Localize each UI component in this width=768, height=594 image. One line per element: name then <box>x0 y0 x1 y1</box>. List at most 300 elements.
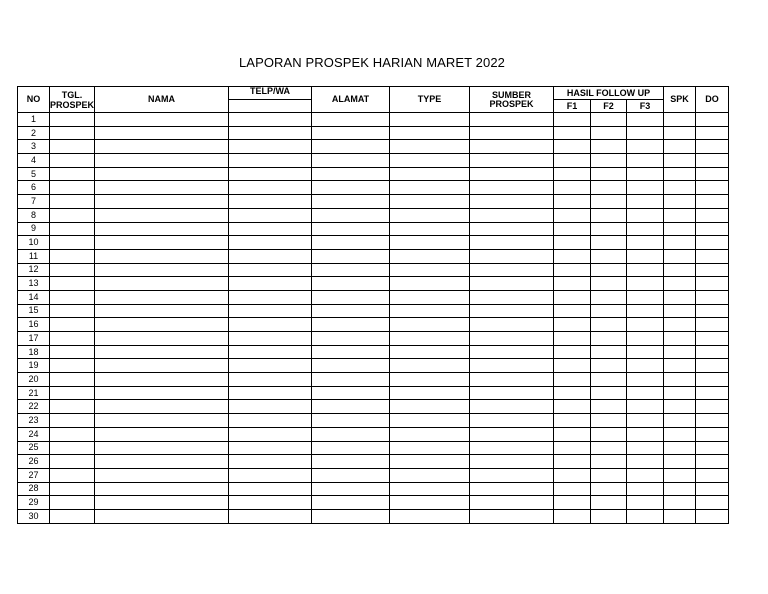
row-number: 4 <box>18 154 50 168</box>
do-cell <box>696 427 729 441</box>
tgl-prospek-cell <box>50 468 95 482</box>
f2-cell <box>591 373 627 387</box>
table-row <box>18 441 729 455</box>
sumber-prospek-cell <box>470 509 554 523</box>
tgl-prospek-cell <box>50 414 95 428</box>
nama-cell <box>95 113 229 127</box>
type-cell <box>390 427 470 441</box>
row-number: 5 <box>18 167 50 181</box>
do-cell <box>696 441 729 455</box>
sumber-prospek-cell <box>470 249 554 263</box>
header-type: TYPE <box>390 87 470 113</box>
sumber-prospek-cell <box>470 154 554 168</box>
nama-cell <box>95 509 229 523</box>
do-cell <box>696 304 729 318</box>
spk-cell <box>664 154 696 168</box>
report-title: LAPORAN PROSPEK HARIAN MARET 2022 <box>238 55 506 70</box>
alamat-cell <box>312 414 390 428</box>
row-number: 19 <box>18 359 50 373</box>
nama-cell <box>95 455 229 469</box>
type-cell <box>390 482 470 496</box>
row-number: 3 <box>18 140 50 154</box>
telp-wa-cell <box>229 290 312 304</box>
alamat-cell <box>312 113 390 127</box>
f1-cell <box>554 482 591 496</box>
table-row <box>18 400 729 414</box>
telp-wa-cell <box>229 400 312 414</box>
do-cell <box>696 277 729 291</box>
do-cell <box>696 386 729 400</box>
tgl-prospek-cell <box>50 359 95 373</box>
table-row <box>18 113 729 127</box>
f1-cell <box>554 414 591 428</box>
sumber-prospek-cell <box>470 263 554 277</box>
row-number: 29 <box>18 496 50 510</box>
header-f3: F3 <box>627 100 664 113</box>
tgl-prospek-cell <box>50 373 95 387</box>
alamat-cell <box>312 359 390 373</box>
alamat-cell <box>312 126 390 140</box>
spk-cell <box>664 236 696 250</box>
do-cell <box>696 140 729 154</box>
f3-cell <box>627 482 664 496</box>
spk-cell <box>664 277 696 291</box>
header-telp-wa: TELP/WA <box>229 87 312 100</box>
spk-cell <box>664 318 696 332</box>
alamat-cell <box>312 290 390 304</box>
spk-cell <box>664 345 696 359</box>
tgl-prospek-cell <box>50 332 95 346</box>
do-cell <box>696 208 729 222</box>
nama-cell <box>95 441 229 455</box>
nama-cell <box>95 359 229 373</box>
telp-wa-cell <box>229 373 312 387</box>
row-number: 7 <box>18 195 50 209</box>
f1-cell <box>554 277 591 291</box>
table-row <box>18 290 729 304</box>
f2-cell <box>591 468 627 482</box>
sumber-prospek-cell <box>470 373 554 387</box>
row-number: 13 <box>18 277 50 291</box>
nama-cell <box>95 249 229 263</box>
alamat-cell <box>312 208 390 222</box>
f1-cell <box>554 359 591 373</box>
tgl-prospek-cell <box>50 222 95 236</box>
table-row <box>18 304 729 318</box>
telp-wa-cell <box>229 181 312 195</box>
sumber-prospek-cell <box>470 113 554 127</box>
type-cell <box>390 195 470 209</box>
type-cell <box>390 249 470 263</box>
row-number: 16 <box>18 318 50 332</box>
telp-wa-cell <box>229 468 312 482</box>
f2-cell <box>591 455 627 469</box>
alamat-cell <box>312 154 390 168</box>
sumber-prospek-cell <box>470 140 554 154</box>
f1-cell <box>554 140 591 154</box>
alamat-cell <box>312 400 390 414</box>
f2-cell <box>591 113 627 127</box>
nama-cell <box>95 290 229 304</box>
sumber-prospek-cell <box>470 386 554 400</box>
table-row <box>18 332 729 346</box>
table-row <box>18 154 729 168</box>
f2-cell <box>591 318 627 332</box>
alamat-cell <box>312 222 390 236</box>
spk-cell <box>664 208 696 222</box>
f3-cell <box>627 455 664 469</box>
f2-cell <box>591 195 627 209</box>
alamat-cell <box>312 181 390 195</box>
type-cell <box>390 318 470 332</box>
row-number: 28 <box>18 482 50 496</box>
do-cell <box>696 222 729 236</box>
table-row <box>18 195 729 209</box>
tgl-prospek-cell <box>50 249 95 263</box>
alamat-cell <box>312 427 390 441</box>
f1-cell <box>554 249 591 263</box>
nama-cell <box>95 154 229 168</box>
row-number: 10 <box>18 236 50 250</box>
tgl-prospek-cell <box>50 167 95 181</box>
f3-cell <box>627 386 664 400</box>
telp-wa-cell <box>229 140 312 154</box>
f2-cell <box>591 263 627 277</box>
alamat-cell <box>312 468 390 482</box>
table-row <box>18 386 729 400</box>
telp-wa-cell <box>229 332 312 346</box>
f2-cell <box>591 290 627 304</box>
tgl-prospek-cell <box>50 386 95 400</box>
type-cell <box>390 263 470 277</box>
f3-cell <box>627 222 664 236</box>
table-row <box>18 167 729 181</box>
f2-cell <box>591 414 627 428</box>
type-cell <box>390 113 470 127</box>
nama-cell <box>95 181 229 195</box>
f1-cell <box>554 167 591 181</box>
alamat-cell <box>312 373 390 387</box>
tgl-prospek-cell <box>50 236 95 250</box>
f1-cell <box>554 468 591 482</box>
telp-wa-cell <box>229 345 312 359</box>
do-cell <box>696 496 729 510</box>
tgl-prospek-cell <box>50 113 95 127</box>
do-cell <box>696 318 729 332</box>
spk-cell <box>664 113 696 127</box>
f3-cell <box>627 345 664 359</box>
alamat-cell <box>312 236 390 250</box>
do-cell <box>696 345 729 359</box>
nama-cell <box>95 414 229 428</box>
row-number: 12 <box>18 263 50 277</box>
type-cell <box>390 345 470 359</box>
do-cell <box>696 126 729 140</box>
telp-wa-cell <box>229 441 312 455</box>
tgl-prospek-cell <box>50 496 95 510</box>
row-number: 11 <box>18 249 50 263</box>
spk-cell <box>664 496 696 510</box>
row-number: 23 <box>18 414 50 428</box>
telp-wa-cell <box>229 427 312 441</box>
f1-cell <box>554 509 591 523</box>
f3-cell <box>627 304 664 318</box>
sumber-prospek-cell <box>470 181 554 195</box>
nama-cell <box>95 496 229 510</box>
f2-cell <box>591 140 627 154</box>
f3-cell <box>627 468 664 482</box>
table-row <box>18 249 729 263</box>
table-row <box>18 359 729 373</box>
nama-cell <box>95 277 229 291</box>
do-cell <box>696 236 729 250</box>
sumber-prospek-cell <box>470 468 554 482</box>
tgl-prospek-cell <box>50 290 95 304</box>
row-number: 6 <box>18 181 50 195</box>
sumber-prospek-cell <box>470 345 554 359</box>
spk-cell <box>664 249 696 263</box>
f2-cell <box>591 208 627 222</box>
f1-cell <box>554 222 591 236</box>
telp-wa-cell <box>229 304 312 318</box>
f3-cell <box>627 195 664 209</box>
do-cell <box>696 332 729 346</box>
f1-cell <box>554 154 591 168</box>
nama-cell <box>95 167 229 181</box>
alamat-cell <box>312 195 390 209</box>
table-row <box>18 496 729 510</box>
spk-cell <box>664 126 696 140</box>
type-cell <box>390 290 470 304</box>
tgl-prospek-cell <box>50 455 95 469</box>
telp-wa-cell <box>229 414 312 428</box>
telp-wa-cell <box>229 318 312 332</box>
f2-cell <box>591 154 627 168</box>
tgl-prospek-cell <box>50 318 95 332</box>
do-cell <box>696 400 729 414</box>
alamat-cell <box>312 509 390 523</box>
f2-cell <box>591 427 627 441</box>
f3-cell <box>627 373 664 387</box>
f2-cell <box>591 345 627 359</box>
do-cell <box>696 181 729 195</box>
type-cell <box>390 455 470 469</box>
do-cell <box>696 249 729 263</box>
row-number: 27 <box>18 468 50 482</box>
spk-cell <box>664 222 696 236</box>
f3-cell <box>627 126 664 140</box>
sumber-prospek-cell <box>470 290 554 304</box>
header-tgl-prospek: TGL. PROSPEK <box>50 87 95 113</box>
tgl-prospek-cell <box>50 140 95 154</box>
tgl-prospek-cell <box>50 304 95 318</box>
spk-cell <box>664 455 696 469</box>
telp-wa-cell <box>229 236 312 250</box>
spk-cell <box>664 386 696 400</box>
do-cell <box>696 195 729 209</box>
header-f1: F1 <box>554 100 591 113</box>
header-alamat: ALAMAT <box>312 87 390 113</box>
do-cell <box>696 167 729 181</box>
f2-cell <box>591 277 627 291</box>
alamat-cell <box>312 441 390 455</box>
tgl-prospek-cell <box>50 181 95 195</box>
f2-cell <box>591 222 627 236</box>
telp-wa-cell <box>229 386 312 400</box>
f3-cell <box>627 414 664 428</box>
telp-wa-cell <box>229 154 312 168</box>
f2-cell <box>591 236 627 250</box>
row-number: 30 <box>18 509 50 523</box>
do-cell <box>696 468 729 482</box>
type-cell <box>390 468 470 482</box>
nama-cell <box>95 373 229 387</box>
f3-cell <box>627 154 664 168</box>
alamat-cell <box>312 496 390 510</box>
alamat-cell <box>312 304 390 318</box>
f2-cell <box>591 496 627 510</box>
f1-cell <box>554 236 591 250</box>
nama-cell <box>95 332 229 346</box>
f3-cell <box>627 263 664 277</box>
f2-cell <box>591 441 627 455</box>
telp-wa-cell <box>229 249 312 263</box>
nama-cell <box>95 140 229 154</box>
header-no: NO <box>18 87 50 113</box>
f2-cell <box>591 181 627 195</box>
tgl-prospek-cell <box>50 441 95 455</box>
f2-cell <box>591 332 627 346</box>
tgl-prospek-cell <box>50 400 95 414</box>
nama-cell <box>95 126 229 140</box>
f3-cell <box>627 113 664 127</box>
f1-cell <box>554 208 591 222</box>
nama-cell <box>95 318 229 332</box>
alamat-cell <box>312 386 390 400</box>
telp-wa-cell <box>229 126 312 140</box>
table-row <box>18 414 729 428</box>
nama-cell <box>95 386 229 400</box>
spk-cell <box>664 304 696 318</box>
f2-cell <box>591 359 627 373</box>
row-number: 2 <box>18 126 50 140</box>
type-cell <box>390 277 470 291</box>
type-cell <box>390 359 470 373</box>
row-number: 18 <box>18 345 50 359</box>
spk-cell <box>664 359 696 373</box>
table-row <box>18 509 729 523</box>
spk-cell <box>664 332 696 346</box>
header-sumber-prospek: SUMBER PROSPEK <box>470 87 554 113</box>
f1-cell <box>554 290 591 304</box>
alamat-cell <box>312 249 390 263</box>
f3-cell <box>627 359 664 373</box>
f2-cell <box>591 386 627 400</box>
nama-cell <box>95 222 229 236</box>
f1-cell <box>554 126 591 140</box>
telp-wa-cell <box>229 195 312 209</box>
sumber-prospek-cell <box>470 455 554 469</box>
f1-cell <box>554 455 591 469</box>
tgl-prospek-cell <box>50 208 95 222</box>
table-row <box>18 468 729 482</box>
type-cell <box>390 373 470 387</box>
alamat-cell <box>312 263 390 277</box>
f1-cell <box>554 386 591 400</box>
spk-cell <box>664 468 696 482</box>
spk-cell <box>664 167 696 181</box>
f3-cell <box>627 249 664 263</box>
row-number: 21 <box>18 386 50 400</box>
tgl-prospek-cell <box>50 482 95 496</box>
f1-cell <box>554 400 591 414</box>
type-cell <box>390 400 470 414</box>
do-cell <box>696 509 729 523</box>
do-cell <box>696 414 729 428</box>
header-spk: SPK <box>664 87 696 113</box>
alamat-cell <box>312 332 390 346</box>
do-cell <box>696 154 729 168</box>
telp-wa-cell <box>229 113 312 127</box>
row-number: 26 <box>18 455 50 469</box>
sumber-prospek-cell <box>470 277 554 291</box>
table-row <box>18 236 729 250</box>
f3-cell <box>627 140 664 154</box>
f3-cell <box>627 496 664 510</box>
nama-cell <box>95 468 229 482</box>
type-cell <box>390 509 470 523</box>
table-row <box>18 222 729 236</box>
spk-cell <box>664 263 696 277</box>
f1-cell <box>554 373 591 387</box>
do-cell <box>696 113 729 127</box>
row-number: 17 <box>18 332 50 346</box>
sumber-prospek-cell <box>470 195 554 209</box>
telp-wa-cell <box>229 455 312 469</box>
type-cell <box>390 181 470 195</box>
row-number: 9 <box>18 222 50 236</box>
sumber-prospek-cell <box>470 318 554 332</box>
spk-cell <box>664 195 696 209</box>
f3-cell <box>627 332 664 346</box>
spk-cell <box>664 181 696 195</box>
row-number: 1 <box>18 113 50 127</box>
spk-cell <box>664 400 696 414</box>
f1-cell <box>554 318 591 332</box>
spk-cell <box>664 482 696 496</box>
f3-cell <box>627 400 664 414</box>
table-row <box>18 126 729 140</box>
row-number: 8 <box>18 208 50 222</box>
tgl-prospek-cell <box>50 154 95 168</box>
f2-cell <box>591 509 627 523</box>
alamat-cell <box>312 318 390 332</box>
type-cell <box>390 496 470 510</box>
table-row <box>18 455 729 469</box>
sumber-prospek-cell <box>470 482 554 496</box>
do-cell <box>696 373 729 387</box>
f3-cell <box>627 427 664 441</box>
spk-cell <box>664 373 696 387</box>
type-cell <box>390 222 470 236</box>
do-cell <box>696 482 729 496</box>
f2-cell <box>591 482 627 496</box>
f2-cell <box>591 400 627 414</box>
telp-wa-cell <box>229 222 312 236</box>
sumber-prospek-cell <box>470 496 554 510</box>
table-body <box>18 113 729 524</box>
f3-cell <box>627 277 664 291</box>
